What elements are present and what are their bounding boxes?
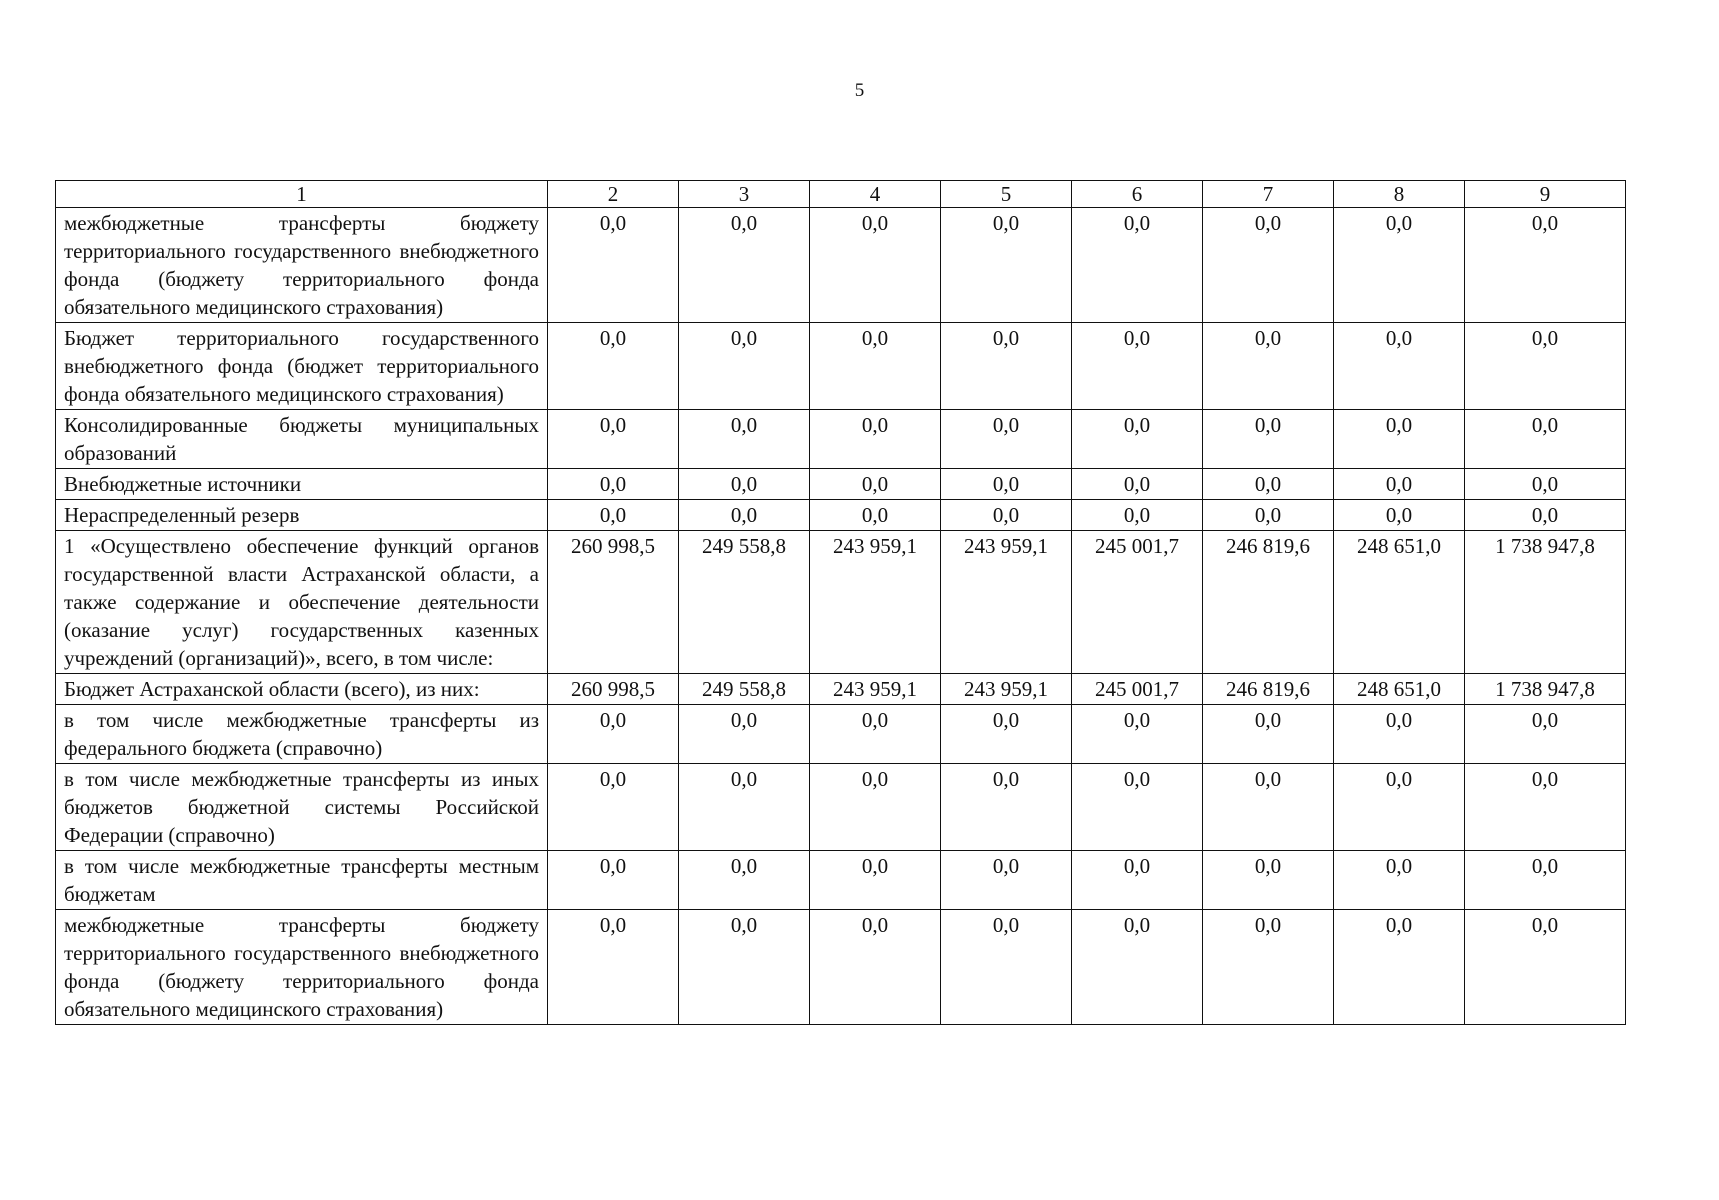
value-cell: 0,0 [1465,500,1626,531]
value-cell: 0,0 [548,764,679,851]
value-cell: 0,0 [941,469,1072,500]
row-label: 1 «Осуществлено обеспечение функций органов государственной власти Астраханской области, а также содержание и обеспечение деятельности (оказание услуг) государственных казенных учреждений (организаций)», всего, в том числе: [56,531,548,674]
value-cell: 0,0 [1334,705,1465,764]
row-label: Бюджет территориального государственного внебюджетного фонда (бюджет территориального фонда обязательного медицинского страхования) [56,323,548,410]
row-label: Нераспределенный резерв [56,500,548,531]
value-cell: 249 558,8 [679,531,810,674]
value-cell: 243 959,1 [810,674,941,705]
value-cell: 0,0 [941,323,1072,410]
column-header: 7 [1203,181,1334,208]
column-header: 8 [1334,181,1465,208]
value-cell: 0,0 [941,851,1072,910]
value-cell: 0,0 [941,764,1072,851]
value-cell: 0,0 [810,500,941,531]
value-cell: 0,0 [1072,469,1203,500]
row-label: в том числе межбюджетные трансферты из иных бюджетов бюджетной системы Российской Федерации (справочно) [56,764,548,851]
value-cell: 0,0 [1465,764,1626,851]
value-cell: 0,0 [941,910,1072,1025]
value-cell: 0,0 [1334,910,1465,1025]
value-cell: 0,0 [1334,764,1465,851]
value-cell: 0,0 [1072,851,1203,910]
value-cell: 0,0 [548,851,679,910]
value-cell: 0,0 [941,705,1072,764]
table-header-row [56,181,1626,208]
value-cell: 1 738 947,8 [1465,674,1626,705]
value-cell: 246 819,6 [1203,531,1334,674]
budget-table [55,180,1626,1025]
value-cell: 0,0 [1203,323,1334,410]
value-cell: 245 001,7 [1072,531,1203,674]
column-header: 9 [1465,181,1626,208]
value-cell: 0,0 [810,469,941,500]
value-cell: 0,0 [1072,764,1203,851]
value-cell: 0,0 [679,208,810,323]
value-cell: 0,0 [1465,208,1626,323]
value-cell: 0,0 [1334,500,1465,531]
value-cell: 248 651,0 [1334,674,1465,705]
table-body [56,208,1626,1025]
table-row [56,208,1626,323]
value-cell: 260 998,5 [548,531,679,674]
value-cell: 0,0 [1334,208,1465,323]
column-header: 1 [56,181,548,208]
value-cell: 0,0 [1203,208,1334,323]
table-row [56,323,1626,410]
value-cell: 0,0 [1334,323,1465,410]
page-number: 5 [854,80,865,101]
table-row [56,500,1626,531]
value-cell: 0,0 [1072,208,1203,323]
value-cell: 0,0 [679,323,810,410]
value-cell: 0,0 [548,208,679,323]
column-header: 2 [548,181,679,208]
value-cell: 0,0 [941,208,1072,323]
table-row [56,410,1626,469]
value-cell: 0,0 [679,410,810,469]
table-row [56,674,1626,705]
value-cell: 0,0 [1465,910,1626,1025]
value-cell: 0,0 [810,705,941,764]
value-cell: 0,0 [1203,705,1334,764]
row-label: Внебюджетные источники [56,469,548,500]
value-cell: 0,0 [1203,851,1334,910]
row-label: межбюджетные трансферты бюджету территориального государственного внебюджетного фонда (бюджету территориального фонда обязательного медицинского страхования) [56,910,548,1025]
value-cell: 0,0 [679,705,810,764]
value-cell: 260 998,5 [548,674,679,705]
value-cell: 0,0 [1072,705,1203,764]
value-cell: 0,0 [810,764,941,851]
value-cell: 0,0 [548,323,679,410]
value-cell: 0,0 [548,410,679,469]
value-cell: 0,0 [548,469,679,500]
column-header: 5 [941,181,1072,208]
column-header: 4 [810,181,941,208]
row-label: Консолидированные бюджеты муниципальных образований [56,410,548,469]
value-cell: 0,0 [810,410,941,469]
value-cell: 243 959,1 [941,531,1072,674]
value-cell: 249 558,8 [679,674,810,705]
value-cell: 0,0 [941,500,1072,531]
value-cell: 0,0 [548,705,679,764]
table-row [56,764,1626,851]
row-label: в том числе межбюджетные трансферты местным бюджетам [56,851,548,910]
value-cell: 243 959,1 [941,674,1072,705]
row-label: в том числе межбюджетные трансферты из федерального бюджета (справочно) [56,705,548,764]
value-cell: 0,0 [1203,410,1334,469]
value-cell: 246 819,6 [1203,674,1334,705]
table-row [56,705,1626,764]
value-cell: 0,0 [548,500,679,531]
value-cell: 0,0 [1072,500,1203,531]
value-cell: 0,0 [1465,323,1626,410]
value-cell: 1 738 947,8 [1465,531,1626,674]
value-cell: 0,0 [679,910,810,1025]
value-cell: 0,0 [1072,410,1203,469]
value-cell: 0,0 [810,851,941,910]
value-cell: 0,0 [1334,851,1465,910]
value-cell: 0,0 [1465,851,1626,910]
table-row [56,469,1626,500]
value-cell: 0,0 [1072,910,1203,1025]
value-cell: 245 001,7 [1072,674,1203,705]
value-cell: 0,0 [1465,469,1626,500]
value-cell: 0,0 [1203,910,1334,1025]
column-header: 3 [679,181,810,208]
value-cell: 0,0 [679,469,810,500]
value-cell: 0,0 [679,851,810,910]
value-cell: 0,0 [810,208,941,323]
row-label: межбюджетные трансферты бюджету территориального государственного внебюджетного фонда (бюджету территориального фонда обязательного медицинского страхования) [56,208,548,323]
value-cell: 0,0 [1334,469,1465,500]
value-cell: 0,0 [941,410,1072,469]
value-cell: 0,0 [1334,410,1465,469]
value-cell: 248 651,0 [1334,531,1465,674]
value-cell: 0,0 [1072,323,1203,410]
table-row [56,910,1626,1025]
column-header: 6 [1072,181,1203,208]
value-cell: 0,0 [548,910,679,1025]
table-row [56,851,1626,910]
value-cell: 0,0 [810,323,941,410]
value-cell: 243 959,1 [810,531,941,674]
value-cell: 0,0 [1203,500,1334,531]
value-cell: 0,0 [1203,469,1334,500]
value-cell: 0,0 [1203,764,1334,851]
table-row [56,531,1626,674]
value-cell: 0,0 [1465,705,1626,764]
value-cell: 0,0 [679,500,810,531]
value-cell: 0,0 [810,910,941,1025]
value-cell: 0,0 [679,764,810,851]
value-cell: 0,0 [1465,410,1626,469]
row-label: Бюджет Астраханской области (всего), из них: [56,674,548,705]
